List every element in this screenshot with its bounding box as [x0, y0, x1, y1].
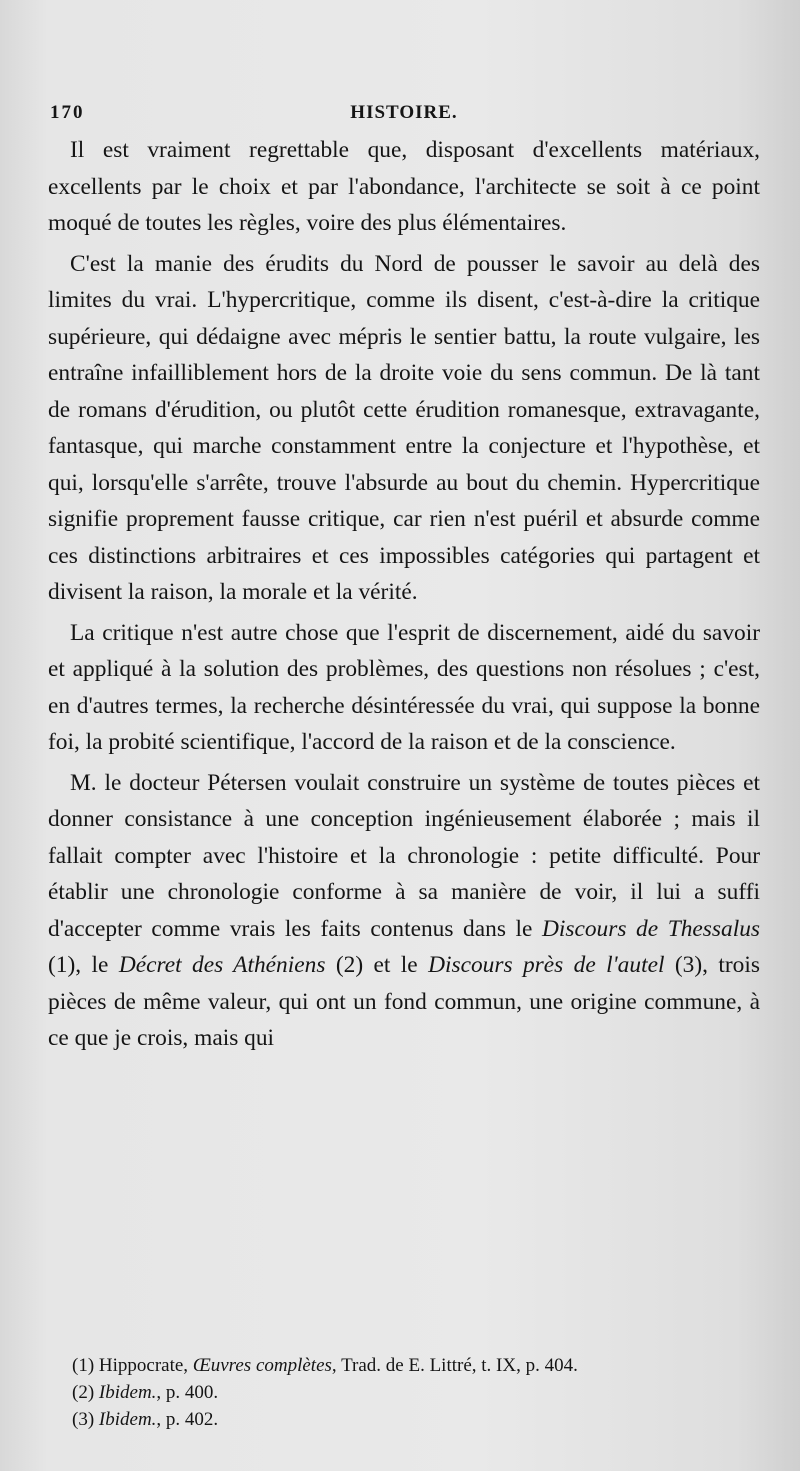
footnote-text: , Trad. de E. Littré, t. IX, p. 404.: [331, 1355, 578, 1376]
paragraph-text: (3), trois pièces de même valeur, qui ont un fond commun, une origine commune, à ce que je crois, mais qui: [48, 952, 760, 1051]
running-title: HISTOIRE.: [350, 102, 458, 123]
footnote-text: , p. 400.: [156, 1382, 219, 1403]
paragraph-text: (1), le: [48, 952, 119, 978]
paragraph: [48, 765, 760, 1057]
paragraph: La critique n'est autre chose que l'esprit de discernement, aidé du savoir et appliqué à la solution des problèmes, des questions non résolues ; c'est, en d'autres termes, la recherche désintéressée du vrai, qui suppose la bonne foi, la probité scientifique, l'accord de la raison et de la conscience.: [48, 619, 760, 755]
work-title: Discours de Thessalus: [541, 915, 760, 942]
footnotes: [72, 1352, 762, 1433]
work-title: Décret des Athéniens: [118, 952, 326, 978]
footnote: [72, 1379, 762, 1406]
footnote-title: Ibidem.: [98, 1409, 157, 1430]
paragraph: C'est la manie des érudits du Nord de pousser le savoir au delà des limites du vrai. L'hypercritique, comme ils disent, c'est-à-dire la critique supérieure, qui dédaigne avec mépris le sentier battu, la route vulgaire, les entraîne infailliblement hors de la droite voie du sens commun. De là tant de romans d'érudition, ou plutôt cette érudition romanesque, extravagante, fantasque, qui marche constamment entre la conjecture et l'hypothèse, et qui, lorsqu'elle s'arrête, trouve l'absurde au bout du chemin. Hypercritique signifie proprement fausse critique, car rien n'est puéril et absurde comme ces distinctions arbitraires et ces impossibles catégories qui partagent et divisent la raison, la morale et la vérité.: [48, 250, 760, 605]
paragraph-text: (2) et le: [325, 952, 429, 978]
footnote-text: , p. 402.: [156, 1409, 219, 1430]
page-header: [48, 96, 760, 126]
footnote-marker: (2): [72, 1382, 95, 1403]
footnote-title: Œuvres complètes: [192, 1355, 332, 1376]
paragraph-text: M. le docteur Pétersen voulait construire un système de toutes pièces et donner consistance à une conception ingénieusement élaborée ; mais il fallait compter avec l'histoire et la chronologie : petite difficulté. Pour établir une chronologie conforme à sa manière de voir, il lui a suffi d'accepter comme vrais les faits contenus dans le: [48, 769, 760, 942]
footnote: [72, 1406, 762, 1433]
footnote-marker: (1): [72, 1355, 95, 1376]
footnote: [72, 1352, 762, 1379]
work-title: Discours près de l'autel: [428, 952, 665, 978]
paragraph: Il est vraiment regrettable que, disposant d'excellents matériaux, excellents par le choix et par l'abondance, l'architecte se soit à ce point moqué de toutes les règles, voire des plus élémentaires.: [48, 137, 760, 236]
footnote-text: Hippocrate,: [94, 1355, 193, 1376]
footnote-marker: (3): [72, 1409, 95, 1430]
body-text: [48, 132, 760, 1057]
footnote-title: Ibidem.: [98, 1382, 157, 1403]
page-number: 170: [50, 102, 85, 123]
